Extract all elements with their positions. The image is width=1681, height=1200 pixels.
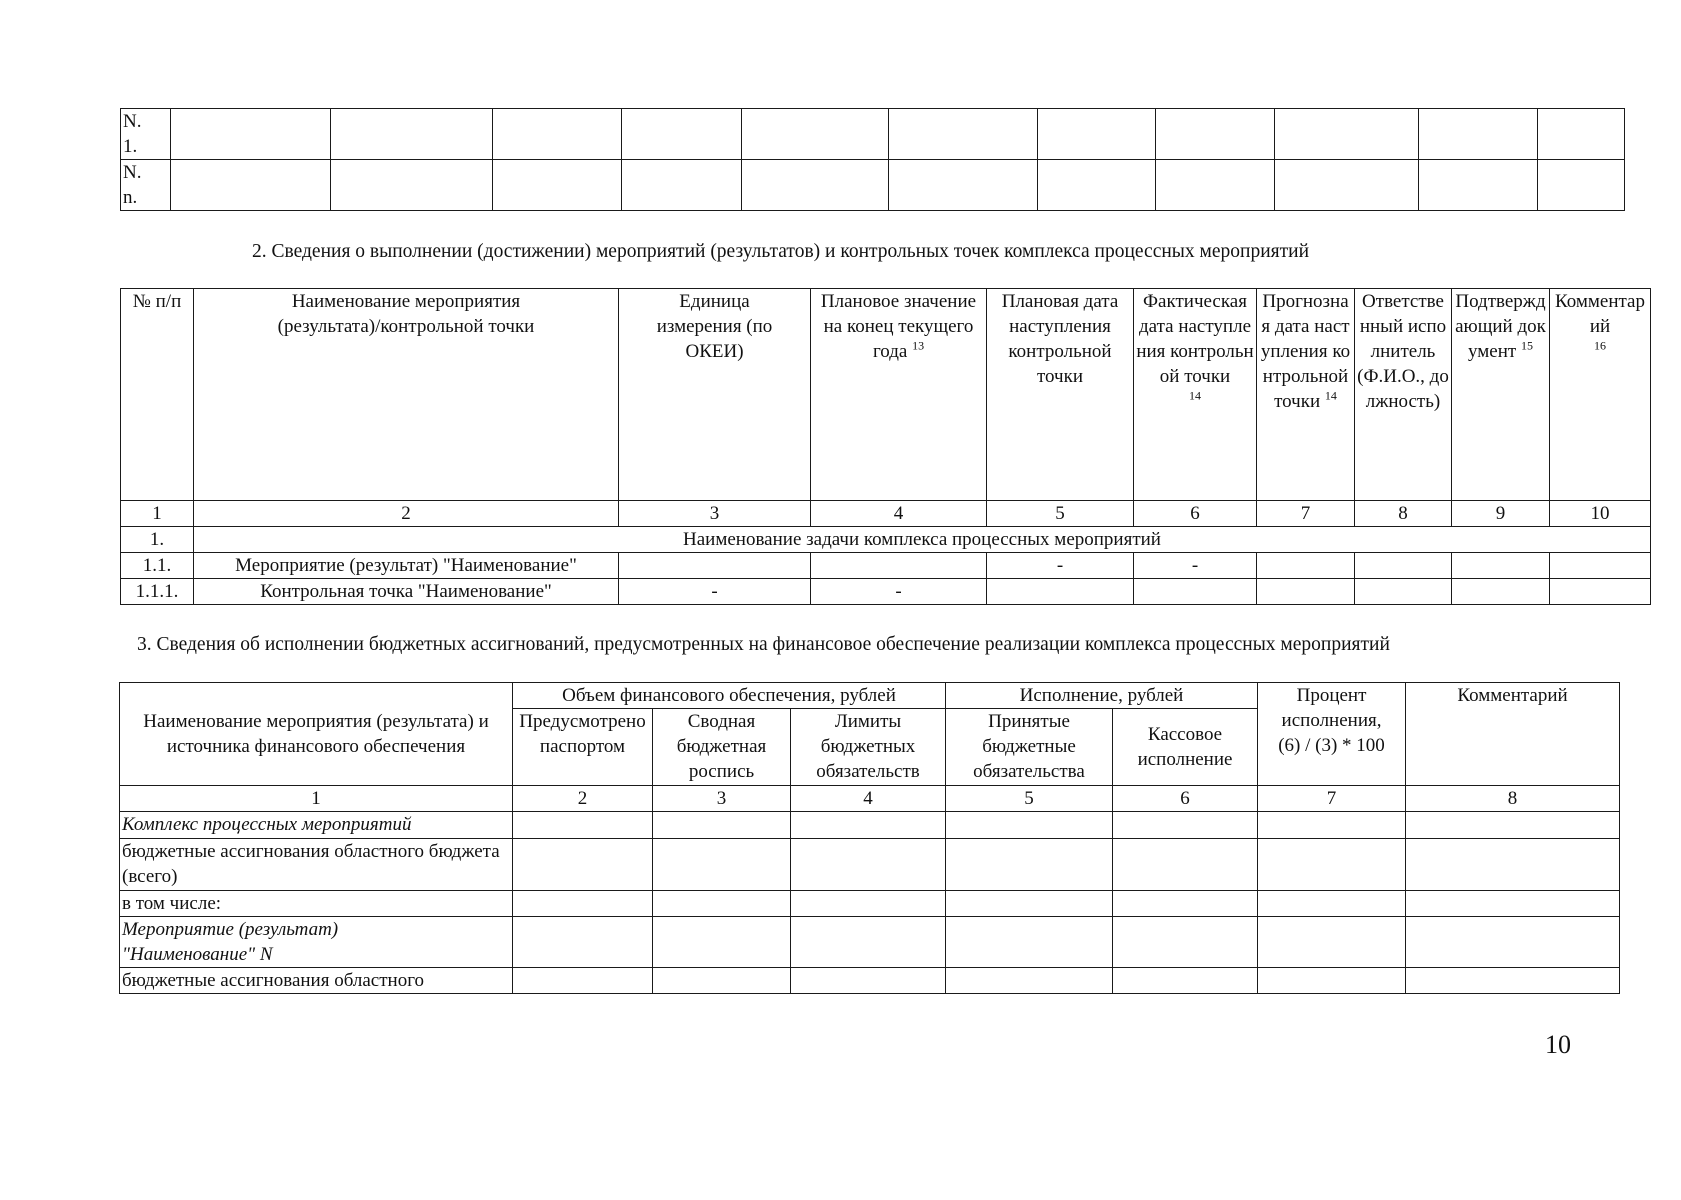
column-number-row: 1 2 3 4 5 6 7 8 9 10 <box>121 501 1651 527</box>
col-header-limits: Лимиты бюджетных обязательств <box>791 709 946 786</box>
measure-row: 1.1. Мероприятие (результат) "Наименование" - - <box>121 553 1651 579</box>
table-row: бюджетные ассигнования областного бюджета (всего) <box>120 839 1620 891</box>
table-continuation <box>120 108 1625 211</box>
col-header-name: Наименование мероприятия (результата) и источника финансового обеспечения <box>120 683 513 786</box>
col-header-document: Подтверждающий документ $^{15}$ <box>1452 289 1550 501</box>
col-header-percent: Процент исполнения, (6) / (3) * 100 <box>1258 683 1406 786</box>
row-number-cell: N. 1. <box>121 109 171 160</box>
col-header-num: № п/п <box>121 289 194 501</box>
page-number: 10 <box>1545 1030 1571 1059</box>
col-header-list: Сводная бюджетная роспись <box>653 709 791 786</box>
task-row: 1. Наименование задачи комплекса процессных мероприятий <box>121 527 1651 553</box>
col-header-responsible: Ответственный исполнитель (Ф.И.О., должность) <box>1355 289 1452 501</box>
header-row <box>121 289 1651 501</box>
column-number-row: 1 2 3 4 5 6 7 8 <box>120 786 1620 812</box>
section-2-table <box>120 288 1651 605</box>
table-row: Мероприятие (результат) "Наименование" N <box>120 917 1620 968</box>
col-header-passport: Предусмотрено паспортом <box>513 709 653 786</box>
col-header-plan-date: Плановая дата наступления контрольной точки <box>987 289 1134 501</box>
row-number-cell: N. n. <box>121 160 171 211</box>
control-point-row: 1.1.1. Контрольная точка "Наименование" - - <box>121 579 1651 605</box>
col-header-unit: Единица измерения (по ОКЕИ) <box>619 289 811 501</box>
col-header-cash: Кассовое исполнение <box>1113 709 1258 786</box>
group-funding-header: Объем финансового обеспечения, рублей <box>513 683 946 709</box>
col-header-fact-date: Фактическая дата наступления контрольной точки $^{14}$ <box>1134 289 1257 501</box>
table-row: бюджетные ассигнования областного <box>120 968 1620 994</box>
table-row <box>121 160 1625 211</box>
section-2-heading: 2. Сведения о выполнении (достижении) мероприятий (результатов) и контрольных точек комплекса процессных мероприятий <box>252 241 1310 262</box>
table-row: Комплекс процессных мероприятий <box>120 812 1620 839</box>
table-row <box>121 109 1625 160</box>
col-header-plan-value: Плановое значение на конец текущего года $^{13}$ <box>811 289 987 501</box>
group-execution-header: Исполнение, рублей <box>946 683 1258 709</box>
col-header-comment: Комментарий <box>1406 683 1620 786</box>
section-3-heading: 3. Сведения об исполнении бюджетных ассигнований, предусмотренных на финансовое обеспечение реализации комплекса процессных мероприятий <box>137 634 1390 655</box>
table-row: в том числе: <box>120 891 1620 917</box>
section-3-table <box>119 682 1620 994</box>
col-header-comment: Комментарий $^{16}$ <box>1550 289 1651 501</box>
col-header-forecast-date: Прогнозная дата наступления контрольной точки $^{14}$ <box>1257 289 1355 501</box>
col-header-accepted: Принятые бюджетные обязательства <box>946 709 1113 786</box>
group-header-row <box>120 683 1620 709</box>
col-header-name: Наименование мероприятия (результата)/контрольной точки <box>194 289 619 501</box>
